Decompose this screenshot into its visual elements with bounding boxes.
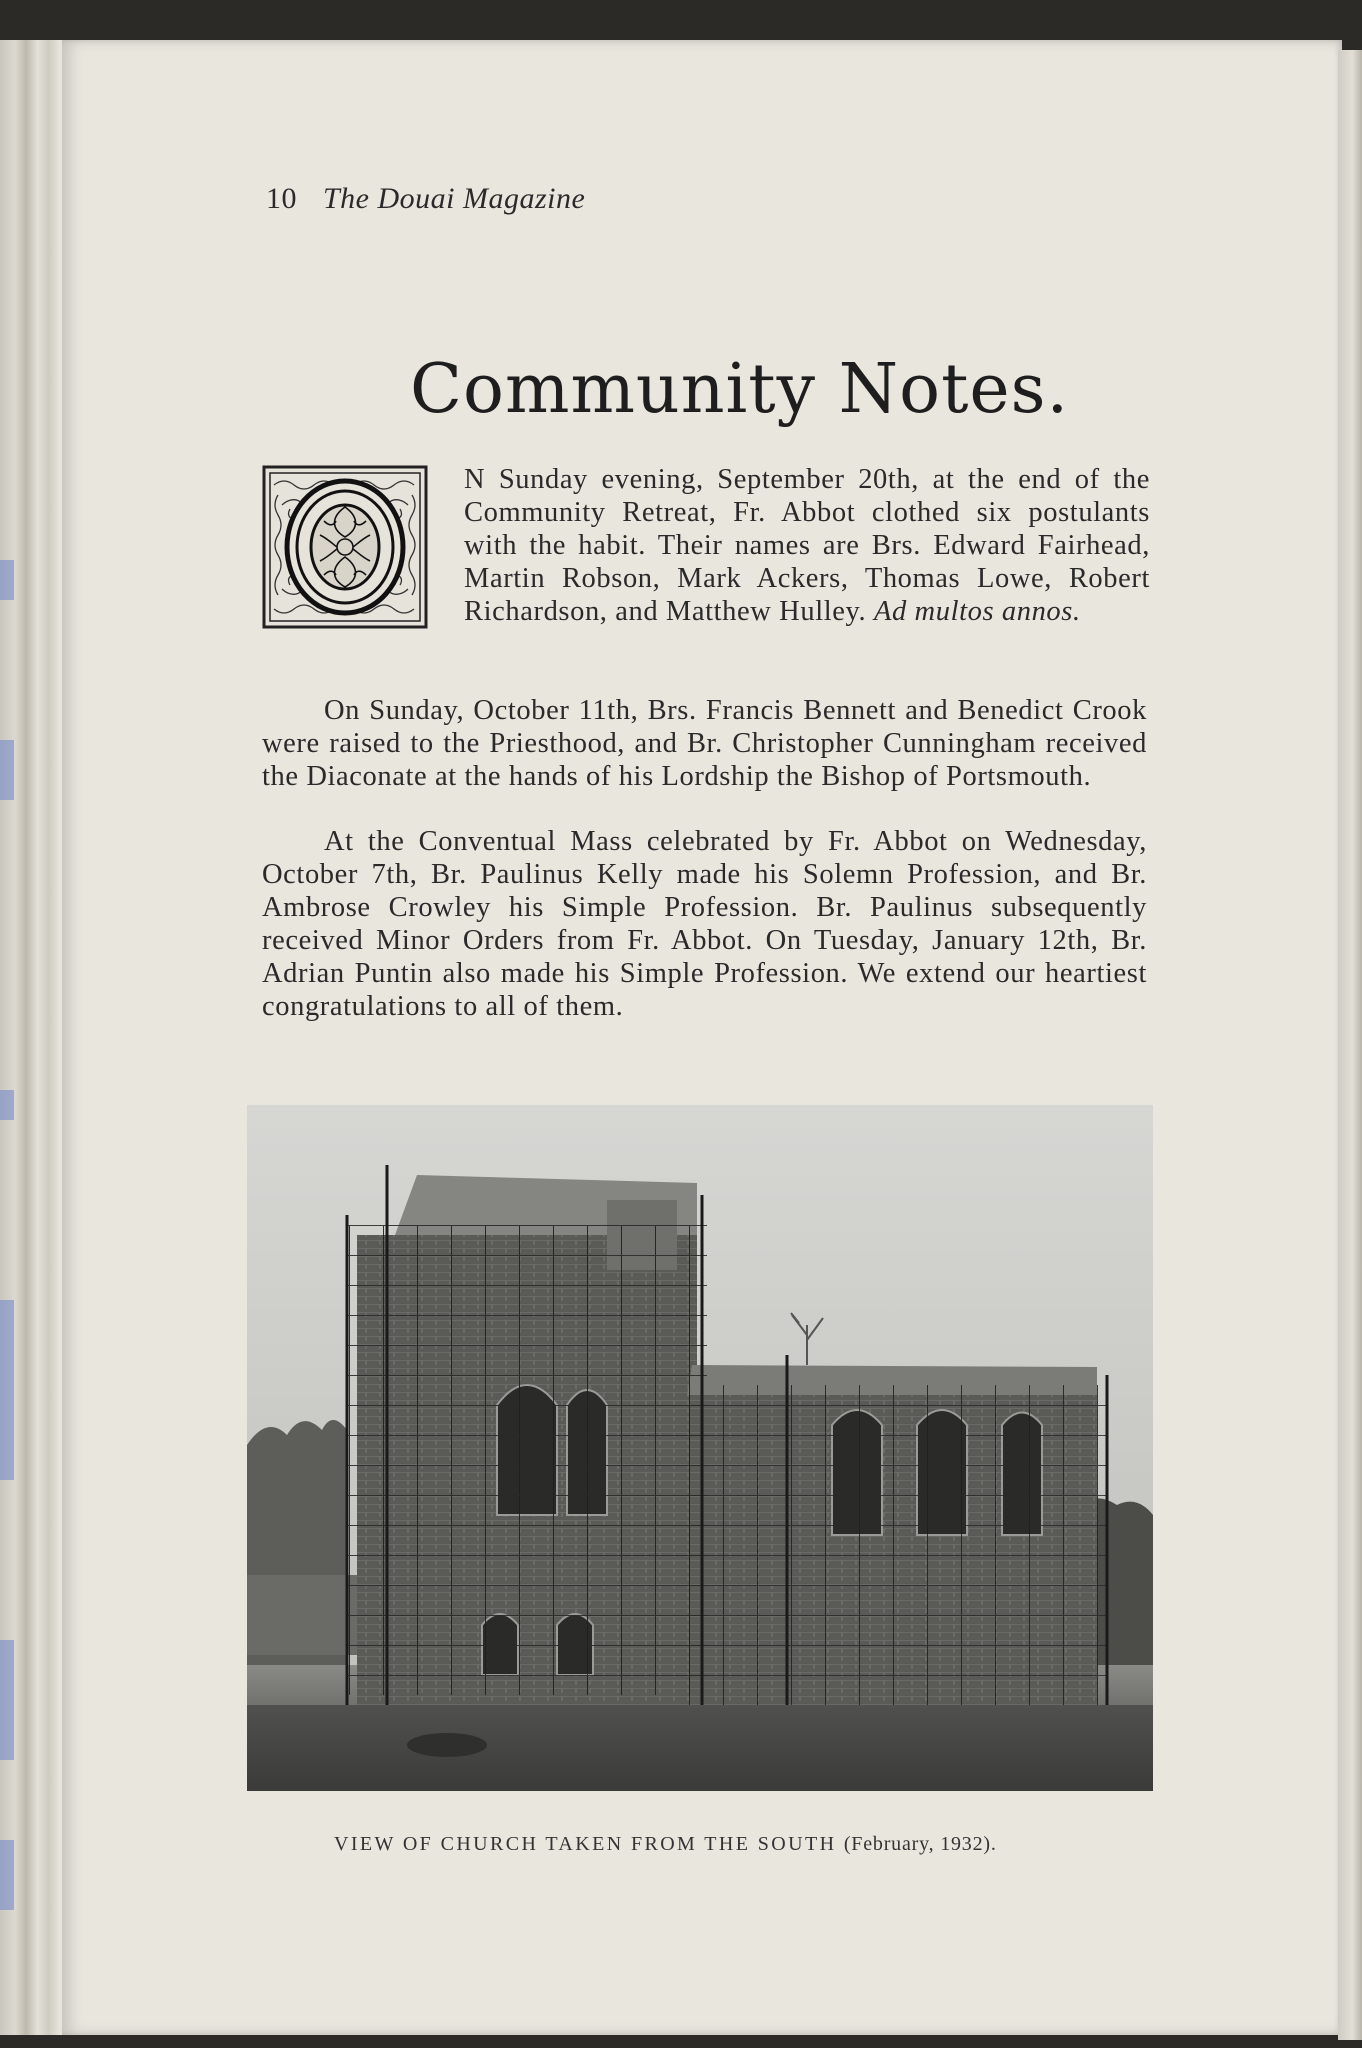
caption-main: VIEW OF CHURCH TAKEN FROM THE SOUTH (334, 1833, 837, 1855)
caption-date: (February, 1932). (843, 1833, 997, 1855)
magazine-title: The Douai Magazine (323, 182, 586, 215)
drop-cap-continuation: N (464, 464, 486, 495)
paragraph-2: On Sunday, October 11th, Brs. Francis Bennett and Benedict Crook were raised to the Priesthood, and Br. Christopher Cunningham received the Diaconate at the hands of his Lordship the Bishop of Portsmouth. (262, 695, 1147, 792)
ornamental-drop-cap (262, 465, 428, 629)
paragraph-1 (464, 463, 1150, 628)
paragraph-1-text: Sunday evening, September 20th, at the end of the Community Retreat, Fr. Abbot clothed six postulants with the habit. Their names are Brs. Edward Fairhead, Martin Robson, Mark Ackers, Thomas Lowe, Robert Richardson, and Matthew Hulley. (464, 464, 1150, 627)
page-number: 10 (266, 182, 297, 215)
book-spine-edge (1338, 50, 1362, 2040)
running-head (266, 182, 585, 216)
figure-caption (334, 1833, 997, 1856)
section-title: Community Notes. (410, 350, 1070, 429)
latin-phrase: Ad multos annos. (873, 596, 1081, 627)
paragraph-3: At the Conventual Mass celebrated by Fr. Abbot on Wednesday, October 7th, Br. Paulinus Kelly made his Solemn Profession, and Br. Ambrose Crowley his Simple Profession. Br. Paulinus subsequently received Minor Orders from Fr. Abbot. On Tuesday, January 12th, Br. Adrian Puntin also made his Simple Profession. We extend our heartiest congratulations to all of them. (262, 826, 1147, 1022)
church-construction-photo (247, 1105, 1153, 1791)
